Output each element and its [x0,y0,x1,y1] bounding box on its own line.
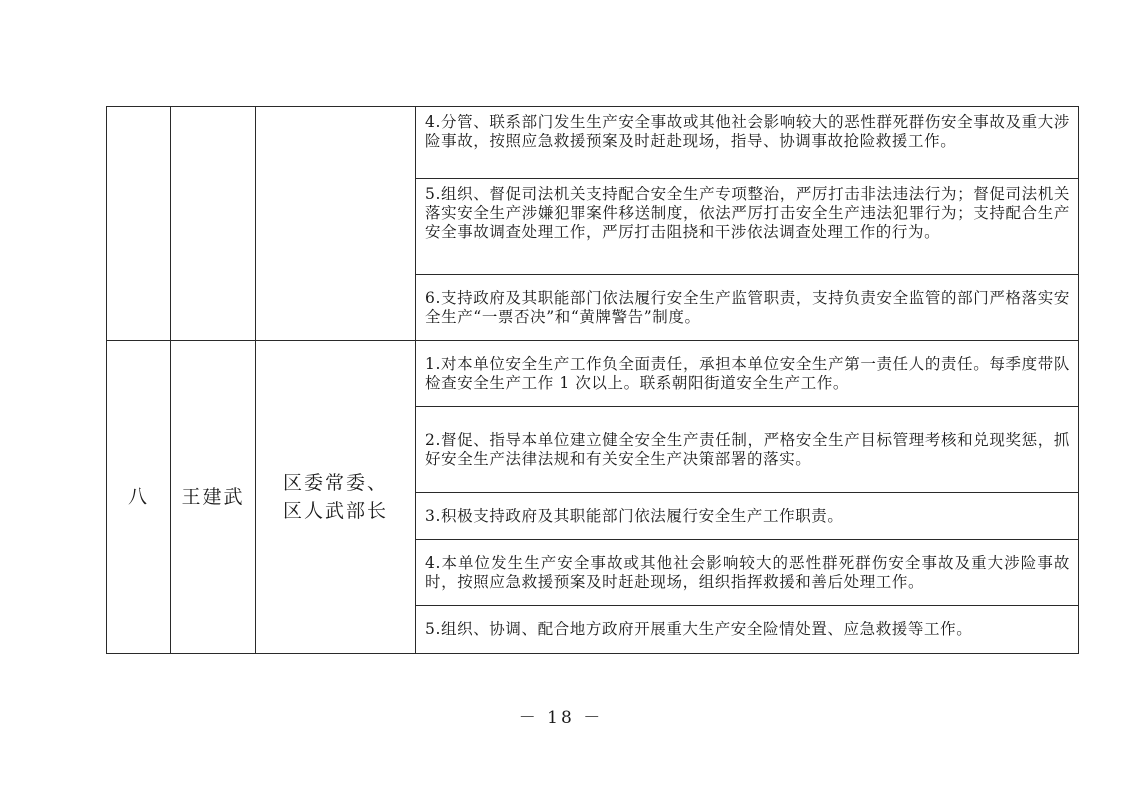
duty-item: 2.督促、指导本单位建立健全安全生产责任制，严格安全生产目标管理考核和兑现奖惩，抓好安全生产法律法规和有关安全生产决策部署的落实。 [416,407,1079,493]
duty-item: 4.分管、联系部门发生生产安全事故或其他社会影响较大的恶性群死群伤安全事故及重大涉险事故，按照应急救援预案及时赶赴现场，指导、协调事故抢险救援工作。 [416,107,1079,179]
duty-item: 5.组织、协调、配合地方政府开展重大生产安全险情处置、应急救援等工作。 [416,606,1079,654]
duty-item: 1.对本单位安全生产工作负全面责任，承担本单位安全生产第一责任人的责任。每季度带队检查安全生产工作 1 次以上。联系朝阳街道安全生产工作。 [416,341,1079,407]
duty-item: 6.支持政府及其职能部门依法履行安全生产监管职责，支持负责安全监管的部门严格落实安全生产“一票否决”和“黄牌警告”制度。 [416,275,1079,341]
duty-item: 5.组织、督促司法机关支持配合安全生产专项整治，严厉打击非法违法行为；督促司法机关落实安全生产涉嫌犯罪案件移送制度，依法严厉打击安全生产违法犯罪行为；支持配合生产安全事故调查处理工作，严厉打击阻挠和干涉依法调查处理工作的行为。 [416,179,1079,275]
person-name: 王建武 [171,341,256,654]
prev-number-cell [107,107,171,341]
table-row [107,107,1079,179]
page-number: － 18 － [518,708,604,728]
person-title [256,341,416,654]
responsibility-table [106,106,1079,654]
table-row [107,341,1079,407]
section-number: 八 [107,341,171,654]
person-title-line2: 区人武部长 [282,500,388,522]
prev-name-cell [171,107,256,341]
person-title-line1: 区委常委、 [282,472,388,494]
duty-item: 4.本单位发生生产安全事故或其他社会影响较大的恶性群死群伤安全事故及重大涉险事故时，按照应急救援预案及时赶赴现场，组织指挥救援和善后处理工作。 [416,540,1079,606]
duty-item: 3.积极支持政府及其职能部门依法履行安全生产工作职责。 [416,493,1079,540]
prev-title-cell [256,107,416,341]
